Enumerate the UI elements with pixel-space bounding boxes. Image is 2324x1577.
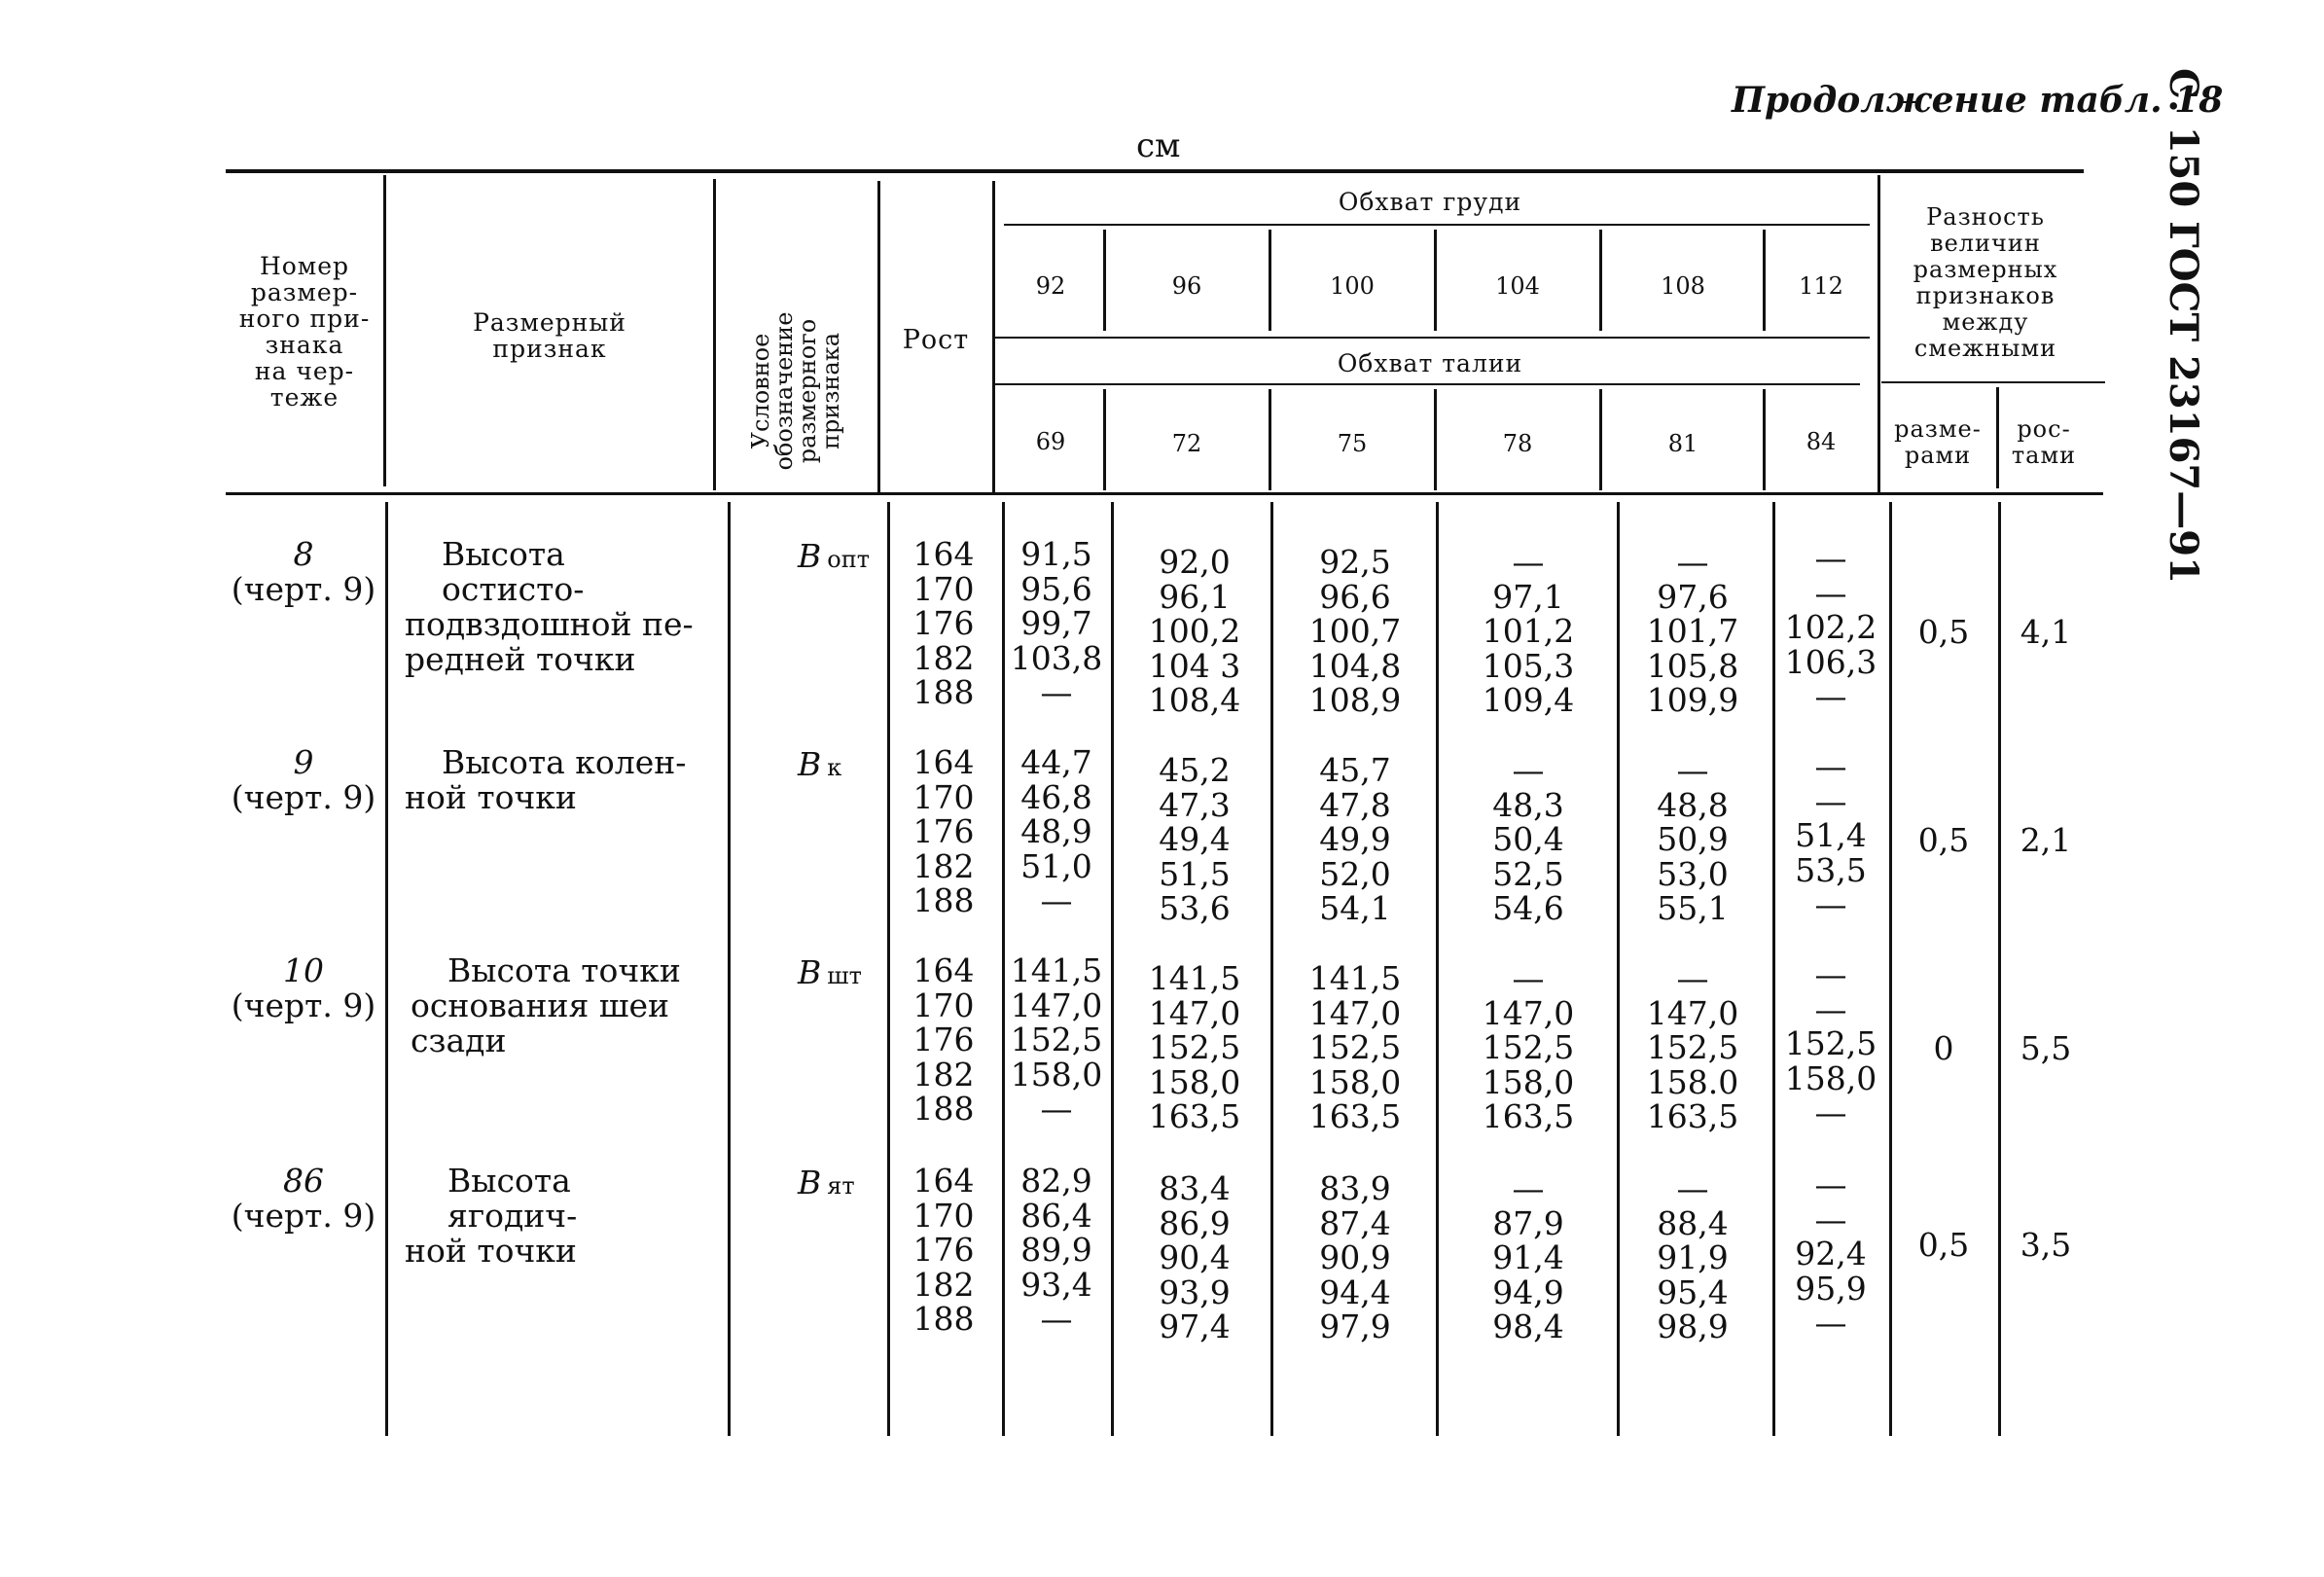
cell-column-100 <box>1276 545 1434 718</box>
table-cell: 83,9 <box>1319 1169 1391 1207</box>
header-num-line: знака <box>265 331 344 359</box>
header-feature-line: Размерный <box>473 308 626 337</box>
row-number: 8 <box>293 535 314 573</box>
header-symbol-line: размерного <box>794 318 821 464</box>
symbol-letter: B <box>798 537 822 575</box>
table-cell: 52,0 <box>1319 854 1391 893</box>
header-waist-group: Обхват талии <box>1337 349 1523 377</box>
cell-column-96 <box>1119 753 1270 926</box>
cell-column-92 <box>1002 1164 1111 1337</box>
header-diff-sizes-line: разме- <box>1894 415 1982 443</box>
table-cell: — <box>1512 543 1545 581</box>
cell-column-100 <box>1276 1171 1434 1344</box>
cell-column-108 <box>1615 1171 1770 1344</box>
table-cell: 158,0 <box>1010 1055 1103 1093</box>
cell-column-104 <box>1440 753 1617 926</box>
table-cell: — <box>1814 573 1847 612</box>
header-symbol-line: обозначение <box>770 311 798 471</box>
header-num <box>232 253 377 411</box>
symbol-subscript: шт <box>827 962 862 989</box>
height-value: 170 <box>912 569 975 608</box>
height-value: 170 <box>912 986 975 1024</box>
table-cell: 141,5 <box>1308 959 1402 997</box>
cell-column-112 <box>1772 749 1889 922</box>
vline-waist-5 <box>1763 389 1766 490</box>
row-feature-name <box>411 953 712 1058</box>
waist-rule <box>994 383 1860 385</box>
table-cell: 92,5 <box>1319 543 1391 581</box>
feature-name-line: подвздошной пе- <box>405 605 694 643</box>
table-cell: 92,0 <box>1159 543 1231 581</box>
table-cell: 141,5 <box>1010 951 1103 989</box>
table-cell: 53,6 <box>1159 889 1231 927</box>
table-cell: 98,9 <box>1657 1308 1729 1345</box>
table-cell: — <box>1814 539 1847 577</box>
table-cell: 105,3 <box>1482 646 1575 685</box>
table-cell: 52,5 <box>1492 854 1564 893</box>
table-cell: 158,0 <box>1148 1062 1241 1101</box>
vline-chest-4 <box>1599 230 1602 331</box>
table-cell: — <box>1040 673 1073 711</box>
diff-heights-value: 4,1 <box>2020 613 2072 651</box>
table-cell: — <box>1814 1165 1847 1203</box>
row-ref: (черт. 9) <box>231 986 376 1024</box>
diff-sizes-value: 0 <box>1933 1029 1954 1067</box>
row-ref: (черт. 9) <box>231 778 376 816</box>
table-cell: 86,4 <box>1020 1196 1092 1235</box>
vline-1 <box>383 175 386 486</box>
chest-112: 112 <box>1799 272 1843 300</box>
cell-column-104 <box>1440 545 1617 718</box>
continuation-title: Продолжение табл. 18 <box>1732 80 2224 121</box>
diff-sizes-value: 0,5 <box>1917 821 1970 859</box>
body-vline-7 <box>1436 502 1439 1436</box>
row-feature-name <box>405 537 706 677</box>
table-cell: — <box>1512 959 1545 997</box>
row-ref: (черт. 9) <box>231 570 376 608</box>
height-value: 182 <box>912 638 975 677</box>
diff-sizes-value: 0,5 <box>1917 613 1970 651</box>
table-cell: 152,5 <box>1482 1028 1575 1066</box>
row-index <box>216 537 391 607</box>
symbol-subscript: к <box>827 754 842 781</box>
diff-sizes-value: 0,5 <box>1917 1226 1970 1264</box>
table-cell: 104,8 <box>1308 646 1402 685</box>
cell-column-112 <box>1772 1167 1889 1341</box>
table-cell: 93,9 <box>1159 1272 1231 1311</box>
table-cell: 51,5 <box>1159 854 1231 893</box>
table-cell: 163,5 <box>1646 1097 1739 1135</box>
table-cell: — <box>1814 1200 1847 1238</box>
row-heights <box>889 953 998 1127</box>
cell-column-96 <box>1119 961 1270 1134</box>
feature-name-line: ной точки <box>405 1232 577 1270</box>
cell-column-108 <box>1615 545 1770 718</box>
table-cell: 87,9 <box>1492 1203 1564 1242</box>
table-cell: 48,8 <box>1657 785 1729 824</box>
table-cell: 152,5 <box>1646 1028 1739 1066</box>
vline-chest-2 <box>1269 230 1271 331</box>
table-cell: 108,9 <box>1308 681 1402 719</box>
vline-diff-split <box>1996 387 1999 488</box>
waist-81: 81 <box>1667 430 1698 457</box>
body-vline-6 <box>1270 502 1273 1436</box>
row-ref: (черт. 9) <box>231 1197 376 1235</box>
vline-chest-3 <box>1434 230 1437 331</box>
row-index <box>216 745 391 815</box>
feature-name-line: Высота точки <box>447 951 681 989</box>
table-cell: 158,0 <box>1308 1062 1402 1101</box>
vline-waist-4 <box>1599 389 1602 490</box>
chest-rule <box>1004 224 1870 226</box>
table-cell: 83,4 <box>1159 1169 1231 1207</box>
table-cell: 94,4 <box>1319 1272 1391 1311</box>
table-cell: 47,8 <box>1319 785 1391 824</box>
table-cell: 49,4 <box>1159 820 1231 858</box>
table-cell: 105,8 <box>1646 646 1739 685</box>
vline-chest-1 <box>1103 230 1106 331</box>
table-cell: — <box>1814 677 1847 715</box>
vline-2 <box>713 179 716 490</box>
row-heights <box>889 537 998 710</box>
header-num-line: размер- <box>250 278 359 306</box>
table-cell: — <box>1814 1093 1847 1131</box>
table-cell: 95,9 <box>1795 1269 1867 1308</box>
header-diff-line: признаков <box>1915 282 2056 309</box>
table-cell: 98,4 <box>1492 1308 1564 1345</box>
row-index <box>216 1164 391 1234</box>
table-cell: 97,6 <box>1657 577 1729 616</box>
header-num-line: на чер- <box>254 357 355 385</box>
table-cell: — <box>1814 781 1847 820</box>
table-cell: — <box>1040 1300 1073 1338</box>
table-cell: 147,0 <box>1148 993 1241 1032</box>
cell-column-104 <box>1440 961 1617 1134</box>
table-cell: 47,3 <box>1159 785 1231 824</box>
cell-column-112 <box>1772 957 1889 1130</box>
cell-column-92 <box>1002 537 1111 710</box>
header-diff-line: Разность <box>1926 203 2045 231</box>
body-vline-2 <box>728 502 731 1436</box>
row-number: 86 <box>283 1162 324 1200</box>
waist-78: 78 <box>1502 430 1533 457</box>
feature-name-line: ной точки <box>405 778 577 816</box>
height-value: 176 <box>912 604 975 642</box>
table-cell: 147,0 <box>1308 993 1402 1032</box>
table-cell: — <box>1676 543 1709 581</box>
table-cell: 152,5 <box>1010 1021 1103 1058</box>
header-bottom-rule <box>226 492 2103 495</box>
table-cell: 102,2 <box>1784 608 1877 646</box>
height-value: 164 <box>912 743 975 781</box>
table-cell: 158,0 <box>1784 1058 1877 1097</box>
header-diff-heights <box>2000 416 2088 469</box>
table-cell: 44,7 <box>1020 743 1092 781</box>
row-symbol <box>798 745 841 783</box>
chest-92: 92 <box>1035 272 1066 300</box>
feature-name-line: Высота остисто- <box>442 535 585 608</box>
table-cell: 97,9 <box>1319 1308 1391 1345</box>
table-cell: 49,9 <box>1319 820 1391 858</box>
header-height: Рост <box>902 325 970 355</box>
height-value: 182 <box>912 846 975 885</box>
table-cell: 54,6 <box>1492 889 1564 927</box>
table-cell: 51,0 <box>1020 846 1092 885</box>
table-cell: — <box>1814 955 1847 993</box>
table-cell: 50,9 <box>1657 820 1729 858</box>
symbol-letter: B <box>798 745 822 783</box>
header-chest-group: Обхват груди <box>1338 188 1522 216</box>
table-cell: — <box>1040 881 1073 919</box>
header-diff-sizes-line: рами <box>1904 442 1972 469</box>
table-cell: 99,7 <box>1020 604 1092 642</box>
table-cell: 97,4 <box>1159 1308 1231 1345</box>
height-value: 176 <box>912 1231 975 1269</box>
header-feature <box>389 309 710 362</box>
header-symbol <box>749 304 842 479</box>
table-cell: 147,0 <box>1482 993 1575 1032</box>
cell-column-92 <box>1002 745 1111 918</box>
waist-72: 72 <box>1171 430 1202 457</box>
row-symbol <box>798 953 862 991</box>
table-cell: 158.0 <box>1646 1062 1739 1101</box>
table-cell: 96,1 <box>1159 577 1231 616</box>
chest-108: 108 <box>1661 272 1705 300</box>
table-cell: 100,7 <box>1308 612 1402 650</box>
row-heights <box>889 745 998 918</box>
header-diff-line: смежными <box>1913 335 2057 362</box>
table-cell: 53,5 <box>1795 850 1867 889</box>
table-cell: 86,9 <box>1159 1203 1231 1242</box>
symbol-subscript: ят <box>827 1172 855 1200</box>
header-symbol-line: признака <box>817 332 844 450</box>
table-cell: 95,4 <box>1657 1272 1729 1311</box>
vline-waist-1 <box>1103 389 1106 490</box>
symbol-letter: B <box>798 1164 822 1201</box>
table-cell: — <box>1040 1090 1073 1128</box>
header-diff-line: между <box>1942 308 2029 336</box>
header-num-line: теже <box>269 383 340 412</box>
height-value: 170 <box>912 1196 975 1235</box>
waist-84: 84 <box>1806 428 1837 455</box>
side-page-header <box>2160 68 2218 584</box>
table-cell: 163,5 <box>1148 1097 1241 1135</box>
table-cell: — <box>1676 959 1709 997</box>
chest-104: 104 <box>1495 272 1540 300</box>
diff-rule <box>1881 381 2105 383</box>
header-num-line: Номер <box>259 252 350 280</box>
vline-3 <box>877 181 880 492</box>
height-value: 176 <box>912 1021 975 1058</box>
table-cell: 141,5 <box>1148 959 1241 997</box>
table-cell: 152,5 <box>1784 1024 1877 1062</box>
row-feature-name <box>405 1164 706 1269</box>
table-cell: — <box>1512 1169 1545 1207</box>
header-diff-sizes <box>1881 416 1994 469</box>
vline-diff <box>1877 175 1880 492</box>
symbol-subscript: опт <box>827 546 870 573</box>
table-cell: 53,0 <box>1657 854 1729 893</box>
height-value: 188 <box>912 1300 975 1338</box>
table-cell: 90,4 <box>1159 1238 1231 1276</box>
table-cell: 109,9 <box>1646 681 1739 719</box>
table-cell: 54,1 <box>1319 889 1391 927</box>
table-cell: — <box>1676 1169 1709 1207</box>
table-cell: 158,0 <box>1482 1062 1575 1101</box>
table-cell: 51,4 <box>1795 816 1867 854</box>
chest-waist-rule <box>994 337 1870 339</box>
table-cell: 91,5 <box>1020 535 1092 573</box>
cell-column-104 <box>1440 1171 1617 1344</box>
feature-name-line: основания шеи <box>411 986 669 1024</box>
row-index <box>216 953 391 1023</box>
table-cell: 101,7 <box>1646 612 1739 650</box>
cell-column-100 <box>1276 753 1434 926</box>
header-diff-line: размерных <box>1913 256 2058 283</box>
waist-69: 69 <box>1035 428 1066 455</box>
diff-heights-value: 3,5 <box>2020 1226 2072 1264</box>
feature-name-line: сзади <box>411 1021 507 1059</box>
vline-4 <box>992 181 995 492</box>
header-diff-line: величин <box>1930 230 2041 257</box>
vline-waist-3 <box>1434 389 1437 490</box>
vline-waist-2 <box>1269 389 1271 490</box>
table-cell: — <box>1676 751 1709 789</box>
table-cell: 88,4 <box>1657 1203 1729 1242</box>
height-value: 182 <box>912 1055 975 1093</box>
table-cell: 93,4 <box>1020 1265 1092 1304</box>
feature-name-line: редней точки <box>405 640 636 678</box>
height-value: 182 <box>912 1265 975 1304</box>
height-value: 188 <box>912 881 975 919</box>
header-diff-heights-line: рос- <box>2017 415 2071 443</box>
header-diff-heights-line: тами <box>2011 442 2077 469</box>
table-cell: 92,4 <box>1795 1235 1867 1272</box>
table-cell: 95,6 <box>1020 569 1092 608</box>
cell-column-112 <box>1772 541 1889 714</box>
cell-column-92 <box>1002 953 1111 1127</box>
table-cell: 100,2 <box>1148 612 1241 650</box>
height-value: 164 <box>912 951 975 989</box>
chest-96: 96 <box>1171 272 1202 300</box>
header-feature-line: признак <box>492 335 607 363</box>
table-cell: 147,0 <box>1646 993 1739 1032</box>
table-cell: 48,9 <box>1020 812 1092 850</box>
table-cell: 152,5 <box>1148 1028 1241 1066</box>
height-value: 188 <box>912 673 975 711</box>
header-diff <box>1883 204 2088 362</box>
table-cell: 152,5 <box>1308 1028 1402 1066</box>
diff-heights-value: 2,1 <box>2020 821 2072 859</box>
table-cell: 103,8 <box>1010 638 1103 677</box>
table-cell: — <box>1814 747 1847 785</box>
height-value: 176 <box>912 812 975 850</box>
table-cell: 97,1 <box>1492 577 1564 616</box>
cell-column-108 <box>1615 961 1770 1134</box>
table-cell: 91,4 <box>1492 1238 1564 1276</box>
table-cell: — <box>1814 1304 1847 1342</box>
unit-label: см <box>1136 126 1181 165</box>
table-cell: 108,4 <box>1148 681 1241 719</box>
table-cell: — <box>1512 751 1545 789</box>
table-cell: 45,7 <box>1319 751 1391 789</box>
body-vline-11 <box>1998 502 2001 1436</box>
height-value: 164 <box>912 535 975 573</box>
header-num-line: ного при- <box>238 305 371 333</box>
table-cell: 48,3 <box>1492 785 1564 824</box>
top-rule <box>226 169 2084 173</box>
cell-column-108 <box>1615 753 1770 926</box>
table-cell: 50,4 <box>1492 820 1564 858</box>
table-cell: 90,9 <box>1319 1238 1391 1276</box>
table-cell: 101,2 <box>1482 612 1575 650</box>
table-cell: 147,0 <box>1010 986 1103 1024</box>
table-cell: — <box>1814 989 1847 1028</box>
table-cell: 91,9 <box>1657 1238 1729 1276</box>
diff-heights-value: 5,5 <box>2020 1029 2072 1067</box>
row-heights <box>889 1164 998 1337</box>
row-number: 10 <box>283 951 324 989</box>
table-cell: — <box>1814 885 1847 923</box>
chest-100: 100 <box>1330 272 1375 300</box>
table-cell: 55,1 <box>1657 889 1729 927</box>
feature-name-line: Высота колен- <box>442 743 687 781</box>
height-value: 188 <box>912 1090 975 1128</box>
table-cell: 104 3 <box>1148 646 1241 685</box>
body-vline-5 <box>1111 502 1114 1436</box>
header-symbol-line: Условное <box>747 333 774 449</box>
cell-column-96 <box>1119 545 1270 718</box>
table-cell: 106,3 <box>1784 642 1877 681</box>
row-number: 9 <box>293 743 314 781</box>
height-value: 164 <box>912 1162 975 1200</box>
table-cell: 82,9 <box>1020 1162 1092 1200</box>
row-symbol <box>798 1164 855 1201</box>
table-cell: 96,6 <box>1319 577 1391 616</box>
waist-75: 75 <box>1337 430 1368 457</box>
row-feature-name <box>405 745 706 815</box>
height-value: 170 <box>912 777 975 816</box>
row-symbol <box>798 537 870 575</box>
table-cell: 89,9 <box>1020 1231 1092 1269</box>
table-cell: 45,2 <box>1159 751 1231 789</box>
table-cell: 87,4 <box>1319 1203 1391 1242</box>
vline-chest-5 <box>1763 230 1766 331</box>
side-page-header-text: С. 150 ГОСТ 23167—91 <box>2161 68 2206 584</box>
feature-name-line: Высота ягодич- <box>447 1162 578 1235</box>
cell-column-100 <box>1276 961 1434 1134</box>
table-cell: 163,5 <box>1482 1097 1575 1135</box>
symbol-letter: B <box>798 953 822 991</box>
table-cell: 109,4 <box>1482 681 1575 719</box>
table-cell: 94,9 <box>1492 1272 1564 1311</box>
cell-column-96 <box>1119 1171 1270 1344</box>
table-cell: 46,8 <box>1020 777 1092 816</box>
table-cell: 163,5 <box>1308 1097 1402 1135</box>
